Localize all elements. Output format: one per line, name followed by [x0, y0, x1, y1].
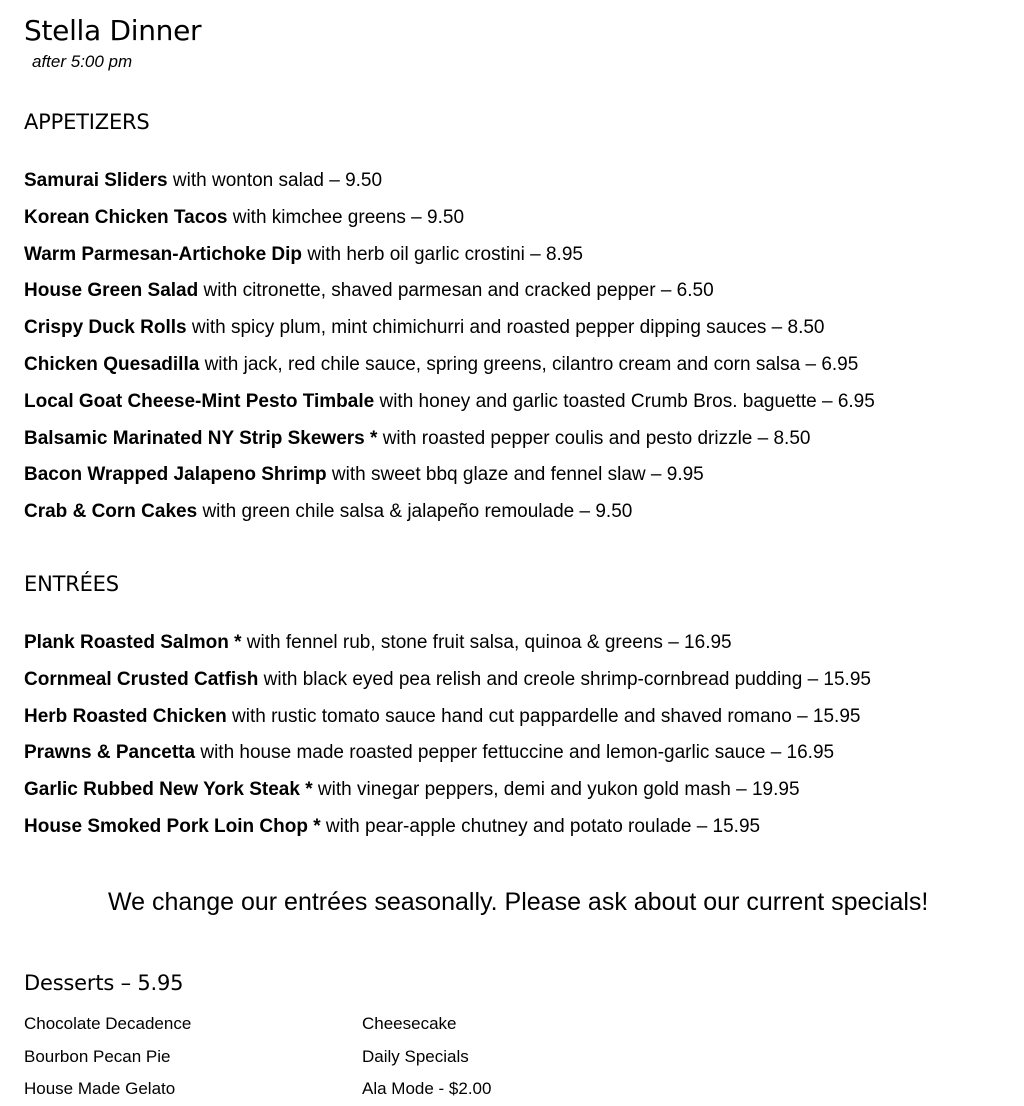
item-name: Herb Roasted Chicken [24, 705, 227, 727]
menu-item [24, 772, 871, 809]
appetizers-list [24, 163, 875, 531]
menu-item [24, 662, 871, 699]
menu-item [24, 809, 871, 846]
menu-item [24, 421, 875, 458]
item-description: with spicy plum, mint chimichurri and roasted pepper dipping sauces – 8.50 [186, 317, 825, 339]
desserts-right-column [362, 1008, 491, 1106]
menu-item [24, 457, 875, 494]
item-description: with wonton salad – 9.50 [167, 170, 383, 191]
item-name: Bacon Wrapped Jalapeno Shrimp [24, 464, 327, 486]
item-description: with black eyed pea relish and creole shrimp-cornbread pudding – 15.95 [258, 668, 871, 690]
dessert-item: Daily Specials [362, 1046, 469, 1066]
item-name: House Green Salad [24, 280, 199, 302]
item-name: House Smoked Pork Loin Chop * [24, 815, 321, 837]
item-description: with jack, red chile sauce, spring greens, cilantro cream and corn salsa – 6.95 [199, 353, 859, 375]
item-name: Crispy Duck Rolls [24, 317, 187, 339]
dessert-item: House Made Gelato [24, 1079, 176, 1098]
item-description: with sweet bbq glaze and fennel slaw – 9.95 [326, 464, 704, 486]
item-name: Cornmeal Crusted Catfish [24, 668, 259, 690]
item-description: with house made roasted pepper fettuccine and lemon-garlic sauce – 16.95 [195, 742, 835, 764]
item-description: with fennel rub, stone fruit salsa, quinoa & greens – 16.95 [241, 632, 732, 653]
menu-item [24, 699, 871, 736]
desserts-left-column [24, 1008, 191, 1106]
menu-item [24, 163, 875, 200]
item-description: with herb oil garlic crostini – 8.95 [302, 243, 583, 265]
item-name: Garlic Rubbed New York Steak * [24, 779, 313, 801]
menu-item [24, 273, 875, 310]
item-name: Samurai Sliders [24, 170, 168, 191]
dessert-item: Ala Mode - $2.00 [362, 1079, 492, 1098]
item-name: Prawns & Pancetta [24, 742, 196, 764]
seasonal-note: We change our entrées seasonally. Please ask about our current specials! [108, 888, 929, 916]
menu-item [24, 494, 875, 531]
menu-item [24, 384, 875, 421]
dessert-item: Cheesecake [362, 1014, 457, 1033]
item-name: Plank Roasted Salmon * [24, 632, 242, 653]
item-name: Korean Chicken Tacos [24, 206, 228, 228]
menu-item [24, 625, 871, 662]
appetizers-heading: APPETIZERS [24, 110, 150, 134]
entrees-list [24, 625, 871, 846]
item-name: Balsamic Marinated NY Strip Skewers * [24, 427, 378, 449]
menu-subtitle: after 5:00 pm [32, 52, 133, 71]
item-description: with vinegar peppers, demi and yukon gold mash – 19.95 [312, 779, 800, 801]
item-description: with kimchee greens – 9.50 [227, 206, 465, 228]
item-description: with pear-apple chutney and potato roulade – 15.95 [320, 815, 761, 837]
menu-item [24, 310, 875, 347]
item-name: Warm Parmesan-Artichoke Dip [24, 243, 303, 265]
menu-item [24, 735, 871, 772]
menu-item [24, 347, 875, 384]
item-description: with honey and garlic toasted Crumb Bros. baguette – 6.95 [374, 390, 875, 412]
dessert-item: Chocolate Decadence [24, 1014, 192, 1033]
menu-item [24, 200, 875, 237]
dessert-item: Bourbon Pecan Pie [24, 1046, 171, 1066]
item-description: with citronette, shaved parmesan and cracked pepper – 6.50 [198, 280, 714, 302]
menu-title: Stella Dinner [24, 14, 202, 47]
item-name: Local Goat Cheese-Mint Pesto Timbale [24, 390, 375, 412]
item-description: with rustic tomato sauce hand cut pappardelle and shaved romano – 15.95 [226, 705, 861, 727]
entrees-heading: ENTRÉES [24, 572, 119, 596]
item-description: with roasted pepper coulis and pesto drizzle – 8.50 [377, 427, 811, 449]
item-name: Crab & Corn Cakes [24, 501, 198, 523]
item-description: with green chile salsa & jalapeño remoulade – 9.50 [197, 501, 633, 523]
desserts-heading: Desserts – 5.95 [24, 971, 184, 995]
menu-item [24, 237, 875, 274]
item-name: Chicken Quesadilla [24, 353, 200, 375]
